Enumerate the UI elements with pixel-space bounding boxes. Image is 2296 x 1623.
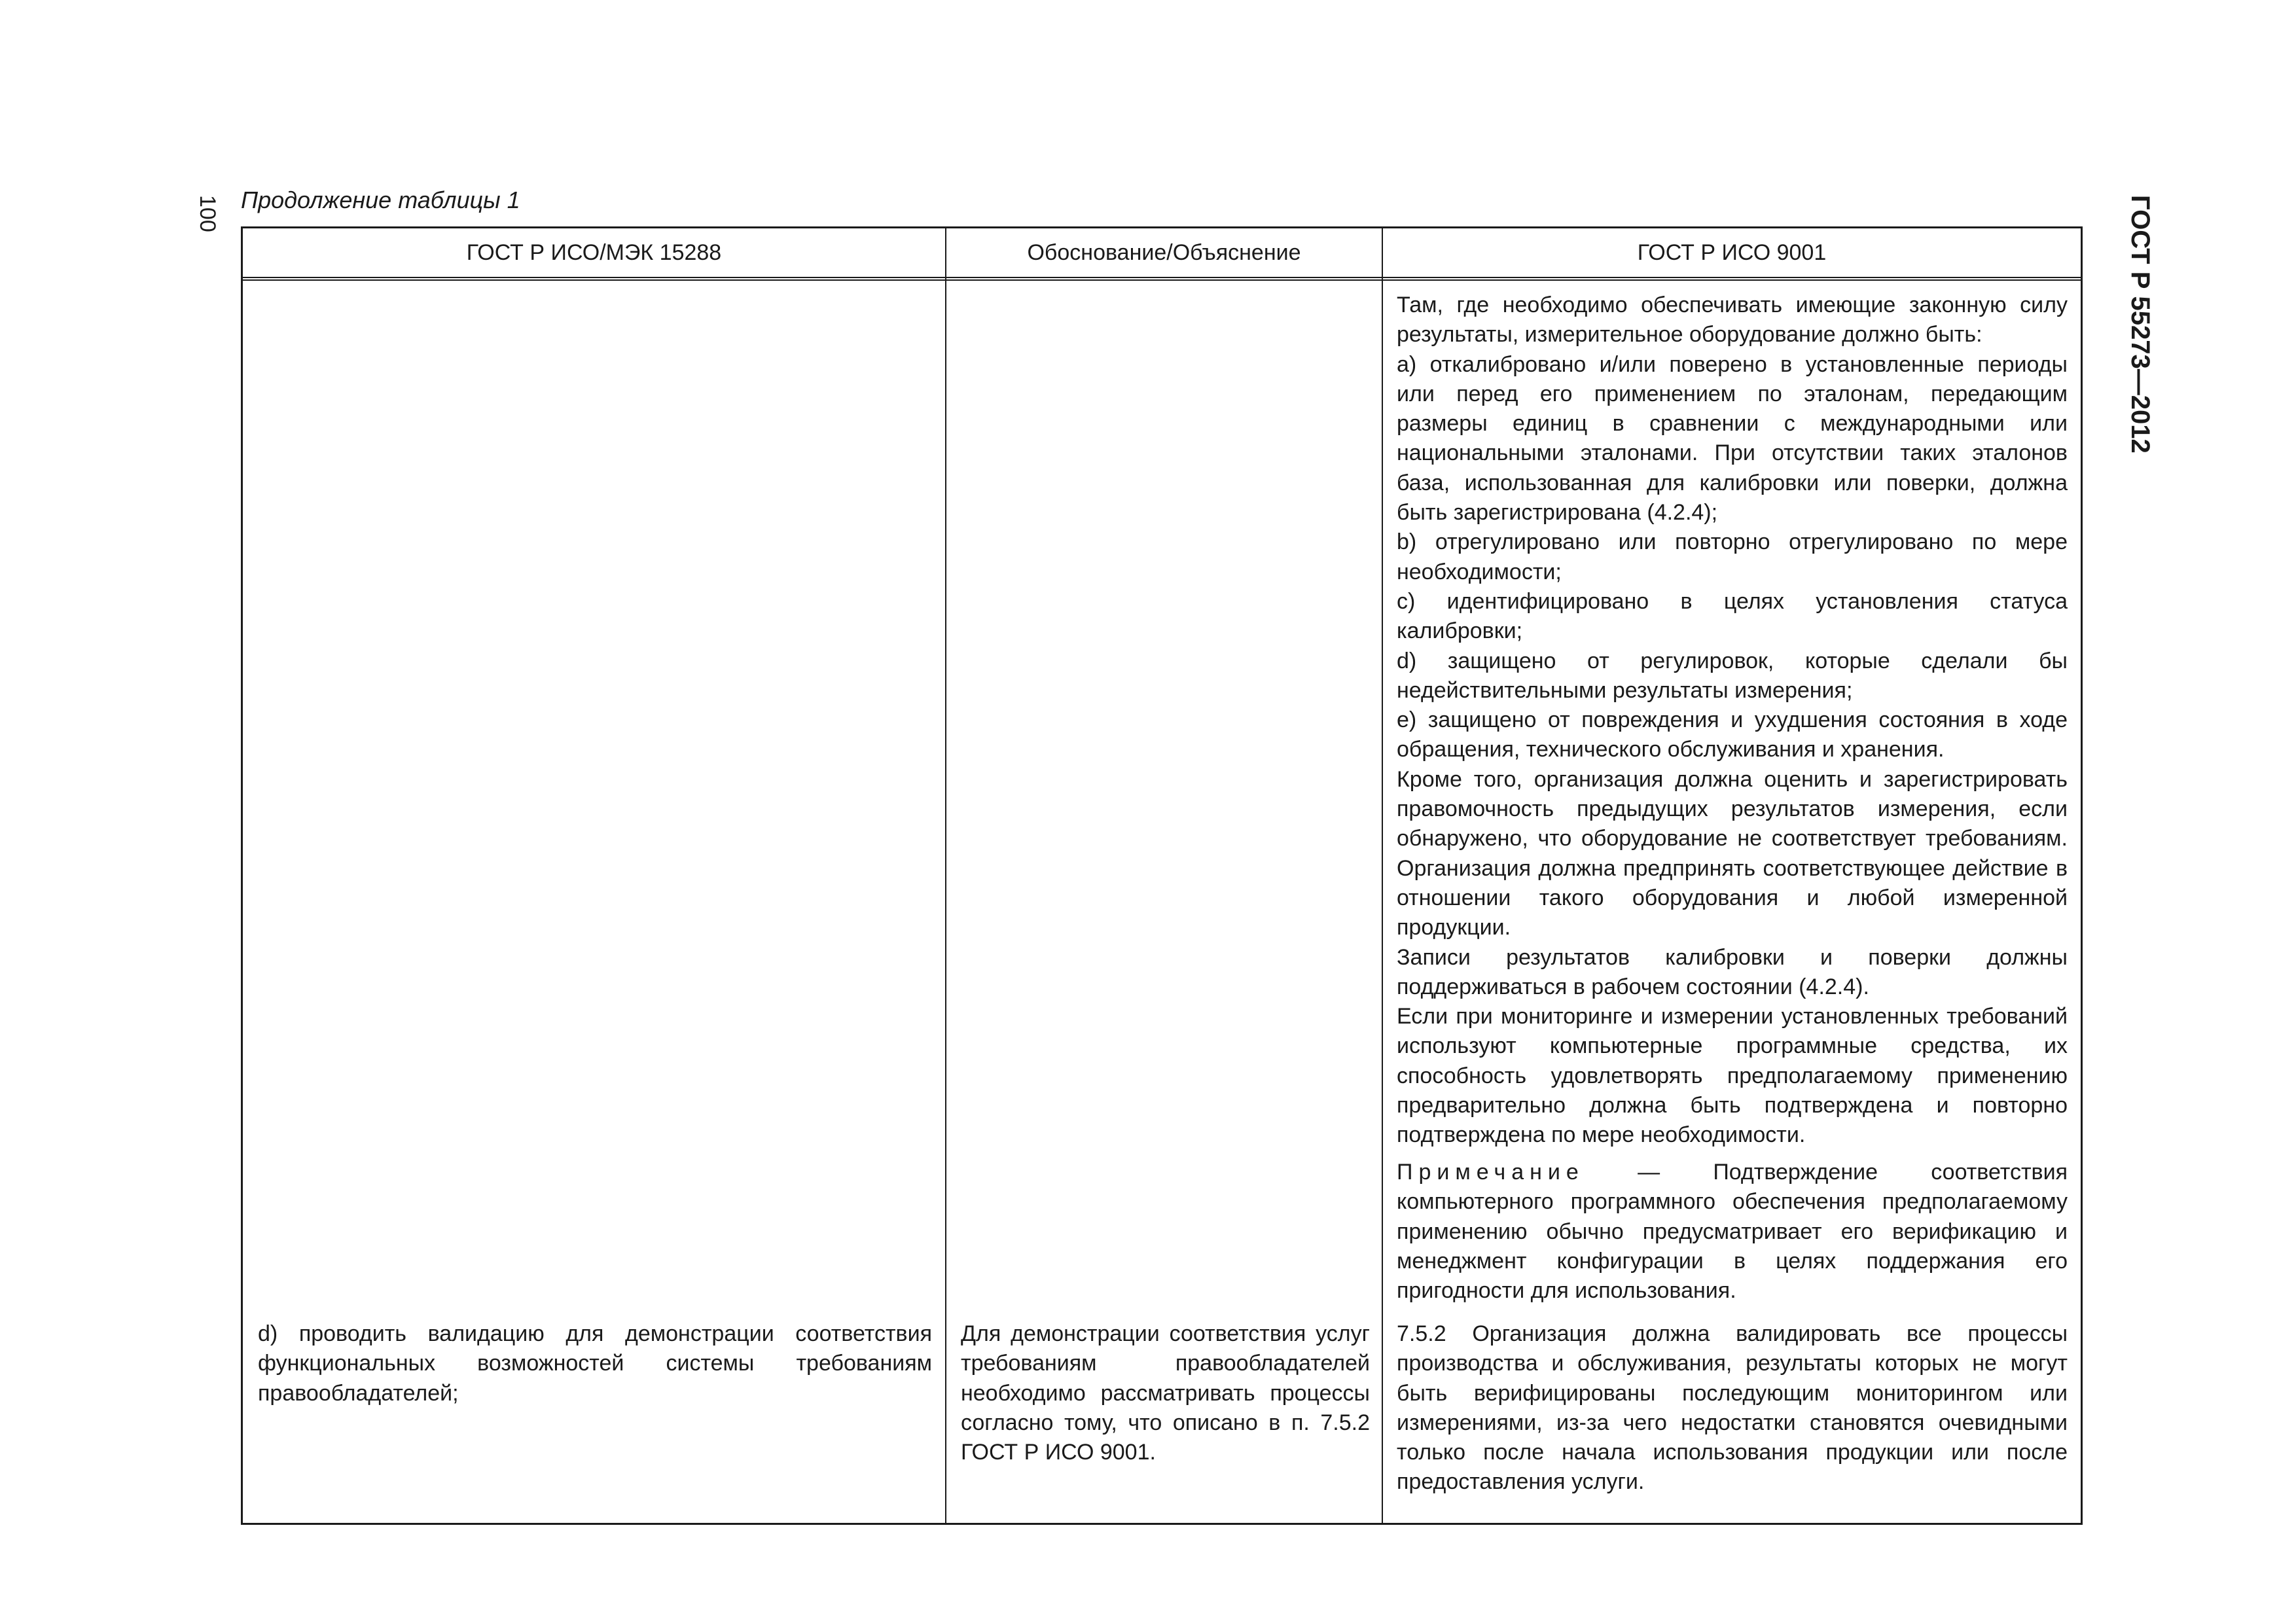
row2-iso9001-text: 7.5.2 Организация должна валидировать все процессы производства и обслуживания, результаты которых не могут быть верифицированы последующим мониторингом или измерениями, из-за чего недостатки становятся очевидными только после начала использования продукции или после предоставления услуги. — [1397, 1321, 2068, 1495]
table-continuation-caption: Продолжение таблицы 1 — [241, 187, 520, 213]
row2-15288-text: d) проводить валидацию для демонстрации соответствия функциональных возможностей системы требованиям правообладателей; — [258, 1321, 932, 1406]
note-paragraph — [1397, 1158, 2068, 1306]
header-gost-iso-iec-15288: ГОСТ Р ИСО/МЭК 15288 — [466, 240, 722, 265]
paragraph: Если при мониторинге и измерении установленных требований используют компьютерные программные средства, их способность удовлетворять предполагаемому применению предварительно должна быть подтверждена и повторно подтверждена по мере необходимости. — [1397, 1004, 2068, 1148]
page-number: 100 — [195, 195, 220, 232]
column-divider — [945, 228, 946, 1523]
paragraph: Там, где необходимо обеспечивать имеющие законную силу результаты, измерительное оборудование должно быть: — [1397, 293, 2068, 348]
note-text: — Подтверждение соответствия компьютерного программного обеспечения предполагаемому применению обычно предусматривает его верификацию и менеджмент конфигурации в целях поддержания его пригодности для использования. — [1397, 1160, 2068, 1304]
row2-justification-text: Для демонстрации соответствия услуг требованиям правообладателей необходимо рассматривать процессы согласно тому, что описано в п. 7.5.2 ГОСТ Р ИСО 9001. — [961, 1321, 1370, 1465]
table-header-row — [243, 228, 2081, 281]
list-item-d: d) защищено от регулировок, которые сделали бы недействительными результаты измерения; — [1397, 648, 2068, 703]
list-item-e: e) защищено от повреждения и ухудшения состояния в ходе обращения, технического обслуживания и хранения. — [1397, 707, 2068, 762]
header-justification: Обоснование/Объяснение — [1027, 240, 1301, 265]
standard-designation: ГОСТ Р 55273—2012 — [2126, 195, 2155, 454]
row1-iso9001-text — [1397, 291, 2068, 1150]
list-item-c: c) идентифицировано в целях установления статуса калибровки; — [1397, 588, 2068, 644]
list-item-b: b) отрегулировано или повторно отрегулировано по мере необходимости; — [1397, 529, 2068, 584]
paragraph: Кроме того, организация должна оценить и зарегистрировать правомочность предыдущих результатов измерения, если обнаружено, что оборудование не соответствует требованиям. Организация должна предпринять соответствующее действие в отношении такого оборудования и любой измеренной продукции. — [1397, 766, 2068, 940]
column-divider — [1382, 228, 1383, 1523]
paragraph: Записи результатов калибровки и поверки должны поддерживаться в рабочем состоянии (4.2.4). — [1397, 944, 2068, 999]
list-item-a: a) откалибровано и/или поверено в установленные периоды или перед его применением по эталонам, передающим размеры единиц в сравнении с международными или национальными эталонами. При отсутствии таких эталонов база, использованная для калибровки или поверки, должна быть зарегистрирована (4.2.4); — [1397, 351, 2068, 526]
row1-note — [1397, 1158, 2068, 1306]
note-label: Примечание — [1397, 1160, 1585, 1185]
header-gost-iso-9001: ГОСТ Р ИСО 9001 — [1637, 240, 1827, 265]
comparison-table — [241, 226, 2083, 1525]
